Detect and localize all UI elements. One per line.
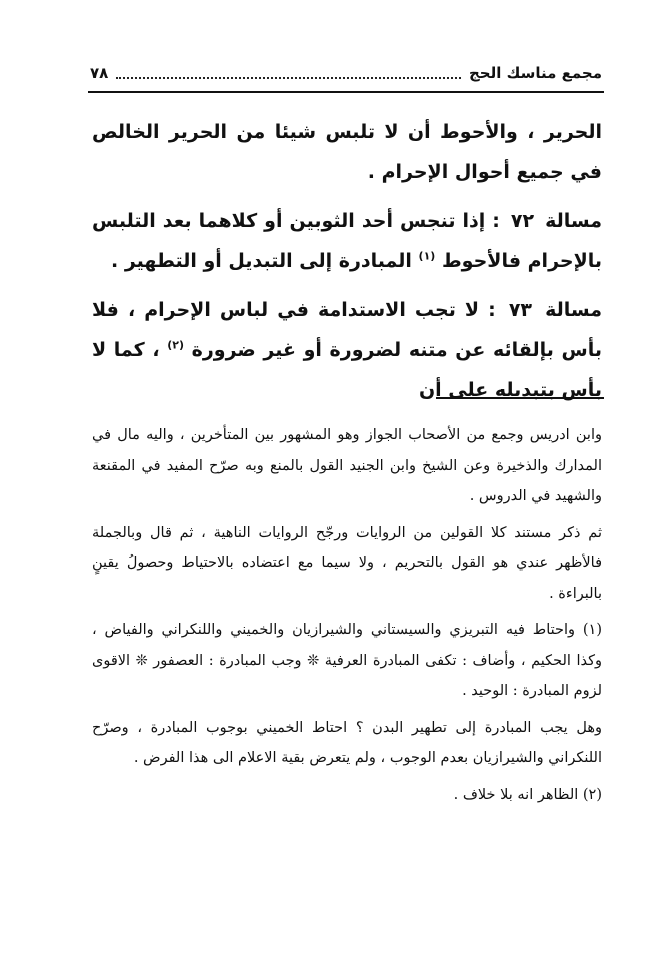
header-dot-leader: [116, 67, 461, 79]
issue-text-cont: ، كما لا بأس بتبديله على أن: [92, 339, 602, 401]
footnote-carryover-2: ثم ذكر مستند كلا القولين من الروايات ورجّح الروايات الناهية ، ثم قال وبالجملة فالأظهر عندي هو القول بالتحريم ، ولا سيما مع اعتضاده بالاحتياط وحصولُ يقينٍ بالبراءة .: [92, 524, 602, 602]
footnote-2: (٢) الظاهر انه بلا خلاف .: [453, 786, 602, 803]
header-rule: [88, 91, 604, 93]
book-title: مجمع مناسك الحج: [468, 64, 602, 82]
issue-number: ٧٢: [510, 210, 535, 232]
issue-text: : لا تجب الاستدامة في لباس الإحرام ، فلا بأس بإلقائه عن متنه لضرورة أو غير ضرورة: [92, 299, 602, 361]
issue-text: : إذا تنجس أحد الثوبين أو كلاهما بعد التلبس بالإحرام فالأحوط: [92, 210, 602, 272]
main-text: [92, 112, 602, 419]
footnote-ref-1: (١): [418, 249, 436, 263]
issue-label: مسالة: [545, 299, 602, 321]
issue-text-cont: المبادرة إلى التبديل أو التطهير .: [111, 250, 412, 272]
issue-73-paragraph: [92, 290, 602, 410]
issue-label: مسالة: [545, 210, 602, 232]
footnote-ref-2: (٢): [167, 338, 184, 352]
running-header: [90, 60, 602, 86]
issue-number: ٧٣: [508, 299, 533, 321]
footnote-carryover-1: وابن ادريس وجمع من الأصحاب الجواز وهو المشهور بين المتأخرين ، واليه مال في المدارك والذخيرة وعن الشيخ وابن الجنيد القول بالمنع وبه صرّح المفيد في المقنعة والشهيد في الدروس .: [92, 427, 602, 504]
footnote-separator: [436, 397, 604, 399]
issue-72-paragraph: [92, 201, 602, 281]
paragraph-silk: الحرير ، والأحوط أن لا تلبس شيئا من الحرير الخالص في جميع أحوال الإحرام .: [92, 121, 602, 183]
footnote-1: (١) واحتاط فيه التبريزي والسيستاني والشيرازيان والخميني واللنكراني والفياض ، وكذا الحكيم ، وأضاف : تكفى المبادرة العرفية ❊ وجب المبادرة : العصفور ❊ الاقوى لزوم المبادرة : الوحيد .: [92, 622, 602, 699]
footnotes: [92, 420, 602, 816]
footnote-1-continued: وهل يجب المبادرة إلى تطهير البدن ؟ احتاط الخميني بوجوب المبادرة ، وصرّح اللنكراني والشيرازيان بعدم الوجوب ، ولم يتعرض بقية الاعلام الى هذا الفرض .: [92, 719, 602, 766]
page-number: ٧٨: [90, 64, 109, 82]
